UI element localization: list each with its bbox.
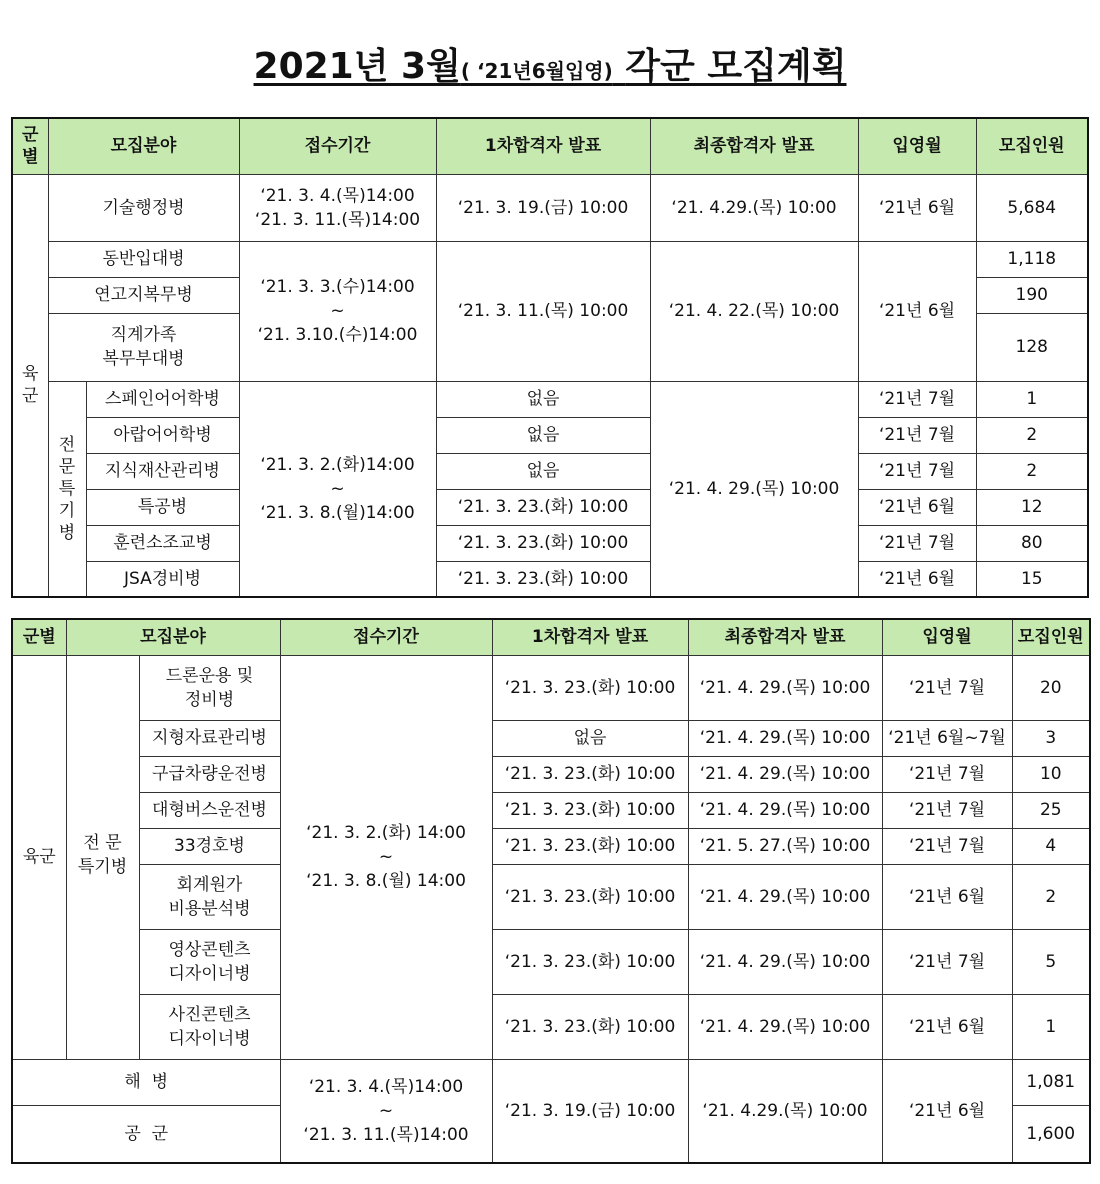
period-cell: ‘21. 3. 3.(수)14:00 ~ ‘21. 3.10.(수)14:00 (239, 241, 436, 381)
period-cell: ‘21. 3. 4.(목)14:00 ~ ‘21. 3. 11.(목)14:00 (280, 1059, 492, 1163)
first-cell: 없음 (436, 381, 650, 417)
table-row (12, 417, 1088, 453)
header-field: 모집분야 (66, 619, 280, 655)
table-row (12, 561, 1088, 597)
table-header-row (12, 619, 1090, 655)
count-cell: 3 (1012, 720, 1090, 756)
month-cell: ‘21년 7월 (858, 381, 976, 417)
count-cell: 1 (976, 381, 1088, 417)
month-cell: ‘21년 7월 (858, 417, 976, 453)
first-cell: ‘21. 3. 23.(화) 10:00 (436, 489, 650, 525)
header-field: 모집분야 (48, 118, 239, 174)
recruit-table-army-2 (11, 618, 1091, 1164)
field-cell: 사진콘텐츠 디자이너병 (139, 994, 280, 1059)
month-cell: ‘21년 7월 (858, 453, 976, 489)
final-cell: ‘21. 4. 29.(목) 10:00 (650, 381, 858, 597)
group-label-cell: 전 문 특 기 병 (48, 381, 86, 597)
field-cell: 33경호병 (139, 828, 280, 864)
table-row (12, 241, 1088, 277)
count-cell: 190 (976, 277, 1088, 313)
final-cell: ‘21. 4.29.(목) 10:00 (688, 1059, 882, 1163)
table-row (12, 174, 1088, 241)
period-cell: ‘21. 3. 2.(화) 14:00 ~ ‘21. 3. 8.(월) 14:00 (280, 655, 492, 1059)
table-row (12, 864, 1090, 929)
month-cell: ‘21년 6월 (858, 174, 976, 241)
first-cell: ‘21. 3. 19.(금) 10:00 (492, 1059, 688, 1163)
table-header-row (12, 118, 1088, 174)
count-cell: 15 (976, 561, 1088, 597)
month-cell: ‘21년 7월 (858, 525, 976, 561)
header-month: 입영월 (858, 118, 976, 174)
final-cell: ‘21. 4. 22.(목) 10:00 (650, 241, 858, 381)
table-row (12, 381, 1088, 417)
table-row (12, 994, 1090, 1059)
table-row (12, 792, 1090, 828)
month-cell: ‘21년 6월 (858, 561, 976, 597)
table-row (12, 655, 1090, 720)
month-cell: ‘21년 6월~7월 (882, 720, 1012, 756)
period-cell: ‘21. 3. 2.(화)14:00 ~ ‘21. 3. 8.(월)14:00 (239, 381, 436, 597)
field-cell: 스페인어어학병 (86, 381, 239, 417)
count-cell: 5 (1012, 929, 1090, 994)
month-cell: ‘21년 6월 (882, 994, 1012, 1059)
page-title (0, 38, 1100, 89)
final-cell: ‘21. 4. 29.(목) 10:00 (688, 756, 882, 792)
count-cell: 2 (1012, 864, 1090, 929)
first-cell: ‘21. 3. 23.(화) 10:00 (436, 525, 650, 561)
count-cell: 25 (1012, 792, 1090, 828)
table-row (12, 1059, 1090, 1105)
first-cell: ‘21. 3. 23.(화) 10:00 (492, 929, 688, 994)
field-cell: 지형자료관리병 (139, 720, 280, 756)
field-cell: 구급차량운전병 (139, 756, 280, 792)
table-row (12, 525, 1088, 561)
field-cell: 대형버스운전병 (139, 792, 280, 828)
final-cell: ‘21. 4. 29.(목) 10:00 (688, 655, 882, 720)
first-cell: ‘21. 3. 19.(금) 10:00 (436, 174, 650, 241)
table-row (12, 489, 1088, 525)
count-cell: 1,118 (976, 241, 1088, 277)
field-cell: 동반입대병 (48, 241, 239, 277)
final-cell: ‘21. 4. 29.(목) 10:00 (688, 929, 882, 994)
table-row (12, 453, 1088, 489)
final-cell: ‘21. 4.29.(목) 10:00 (650, 174, 858, 241)
count-cell: 12 (976, 489, 1088, 525)
period-cell: ‘21. 3. 4.(목)14:00 ‘21. 3. 11.(목)14:00 (239, 174, 436, 241)
branch-cell: 육 군 (12, 174, 48, 597)
count-cell: 5,684 (976, 174, 1088, 241)
first-cell: ‘21. 3. 23.(화) 10:00 (492, 756, 688, 792)
first-cell: ‘21. 3. 23.(화) 10:00 (492, 828, 688, 864)
title-tail: 각군 모집계획 (625, 46, 847, 87)
field-cell: JSA경비병 (86, 561, 239, 597)
field-cell: 훈련소조교병 (86, 525, 239, 561)
count-cell: 1,600 (1012, 1105, 1090, 1163)
header-count: 모집인원 (976, 118, 1088, 174)
field-cell: 지식재산관리병 (86, 453, 239, 489)
branch-cell: 육군 (12, 655, 66, 1059)
header-final: 최종합격자 발표 (650, 118, 858, 174)
final-cell: ‘21. 4. 29.(목) 10:00 (688, 994, 882, 1059)
table-row (12, 828, 1090, 864)
count-cell: 2 (976, 417, 1088, 453)
month-cell: ‘21년 7월 (882, 655, 1012, 720)
final-cell: ‘21. 4. 29.(목) 10:00 (688, 720, 882, 756)
month-cell: ‘21년 6월 (882, 1059, 1012, 1163)
recruit-table-army-1 (11, 117, 1089, 598)
title-paren: ( ‘21년6월입영) (460, 59, 613, 83)
first-cell: ‘21. 3. 23.(화) 10:00 (492, 655, 688, 720)
header-period: 접수기간 (239, 118, 436, 174)
branch-cell-marines: 해 병 (12, 1059, 280, 1105)
field-cell: 드론운용 및 정비병 (139, 655, 280, 720)
header-first: 1차합격자 발표 (436, 118, 650, 174)
month-cell: ‘21년 6월 (882, 864, 1012, 929)
month-cell: ‘21년 7월 (882, 792, 1012, 828)
header-count: 모집인원 (1012, 619, 1090, 655)
table-row (12, 929, 1090, 994)
field-cell: 직계가족 복무부대병 (48, 313, 239, 381)
count-cell: 4 (1012, 828, 1090, 864)
header-first: 1차합격자 발표 (492, 619, 688, 655)
first-cell: ‘21. 3. 23.(화) 10:00 (436, 561, 650, 597)
field-cell: 기술행정병 (48, 174, 239, 241)
field-cell: 회계원가 비용분석병 (139, 864, 280, 929)
header-branch: 군 별 (12, 118, 48, 174)
first-cell: 없음 (436, 453, 650, 489)
count-cell: 1,081 (1012, 1059, 1090, 1105)
field-cell: 연고지복무병 (48, 277, 239, 313)
header-period: 접수기간 (280, 619, 492, 655)
first-cell: ‘21. 3. 11.(목) 10:00 (436, 241, 650, 381)
final-cell: ‘21. 5. 27.(목) 10:00 (688, 828, 882, 864)
final-cell: ‘21. 4. 29.(목) 10:00 (688, 864, 882, 929)
first-cell: ‘21. 3. 23.(화) 10:00 (492, 864, 688, 929)
title-main: 2021년 3월 (253, 46, 461, 87)
group-label-cell: 전 문 특기병 (66, 655, 139, 1059)
first-cell: 없음 (492, 720, 688, 756)
final-cell: ‘21. 4. 29.(목) 10:00 (688, 792, 882, 828)
header-month: 입영월 (882, 619, 1012, 655)
month-cell: ‘21년 7월 (882, 756, 1012, 792)
month-cell: ‘21년 7월 (882, 929, 1012, 994)
first-cell: ‘21. 3. 23.(화) 10:00 (492, 792, 688, 828)
branch-cell-airforce: 공 군 (12, 1105, 280, 1163)
month-cell: ‘21년 6월 (858, 241, 976, 381)
first-cell: ‘21. 3. 23.(화) 10:00 (492, 994, 688, 1059)
count-cell: 80 (976, 525, 1088, 561)
field-cell: 영상콘텐츠 디자이너병 (139, 929, 280, 994)
month-cell: ‘21년 7월 (882, 828, 1012, 864)
table-row (12, 756, 1090, 792)
first-cell: 없음 (436, 417, 650, 453)
field-cell: 특공병 (86, 489, 239, 525)
table-row (12, 720, 1090, 756)
count-cell: 128 (976, 313, 1088, 381)
header-final: 최종합격자 발표 (688, 619, 882, 655)
header-branch: 군별 (12, 619, 66, 655)
count-cell: 10 (1012, 756, 1090, 792)
count-cell: 2 (976, 453, 1088, 489)
field-cell: 아랍어어학병 (86, 417, 239, 453)
count-cell: 20 (1012, 655, 1090, 720)
month-cell: ‘21년 6월 (858, 489, 976, 525)
count-cell: 1 (1012, 994, 1090, 1059)
